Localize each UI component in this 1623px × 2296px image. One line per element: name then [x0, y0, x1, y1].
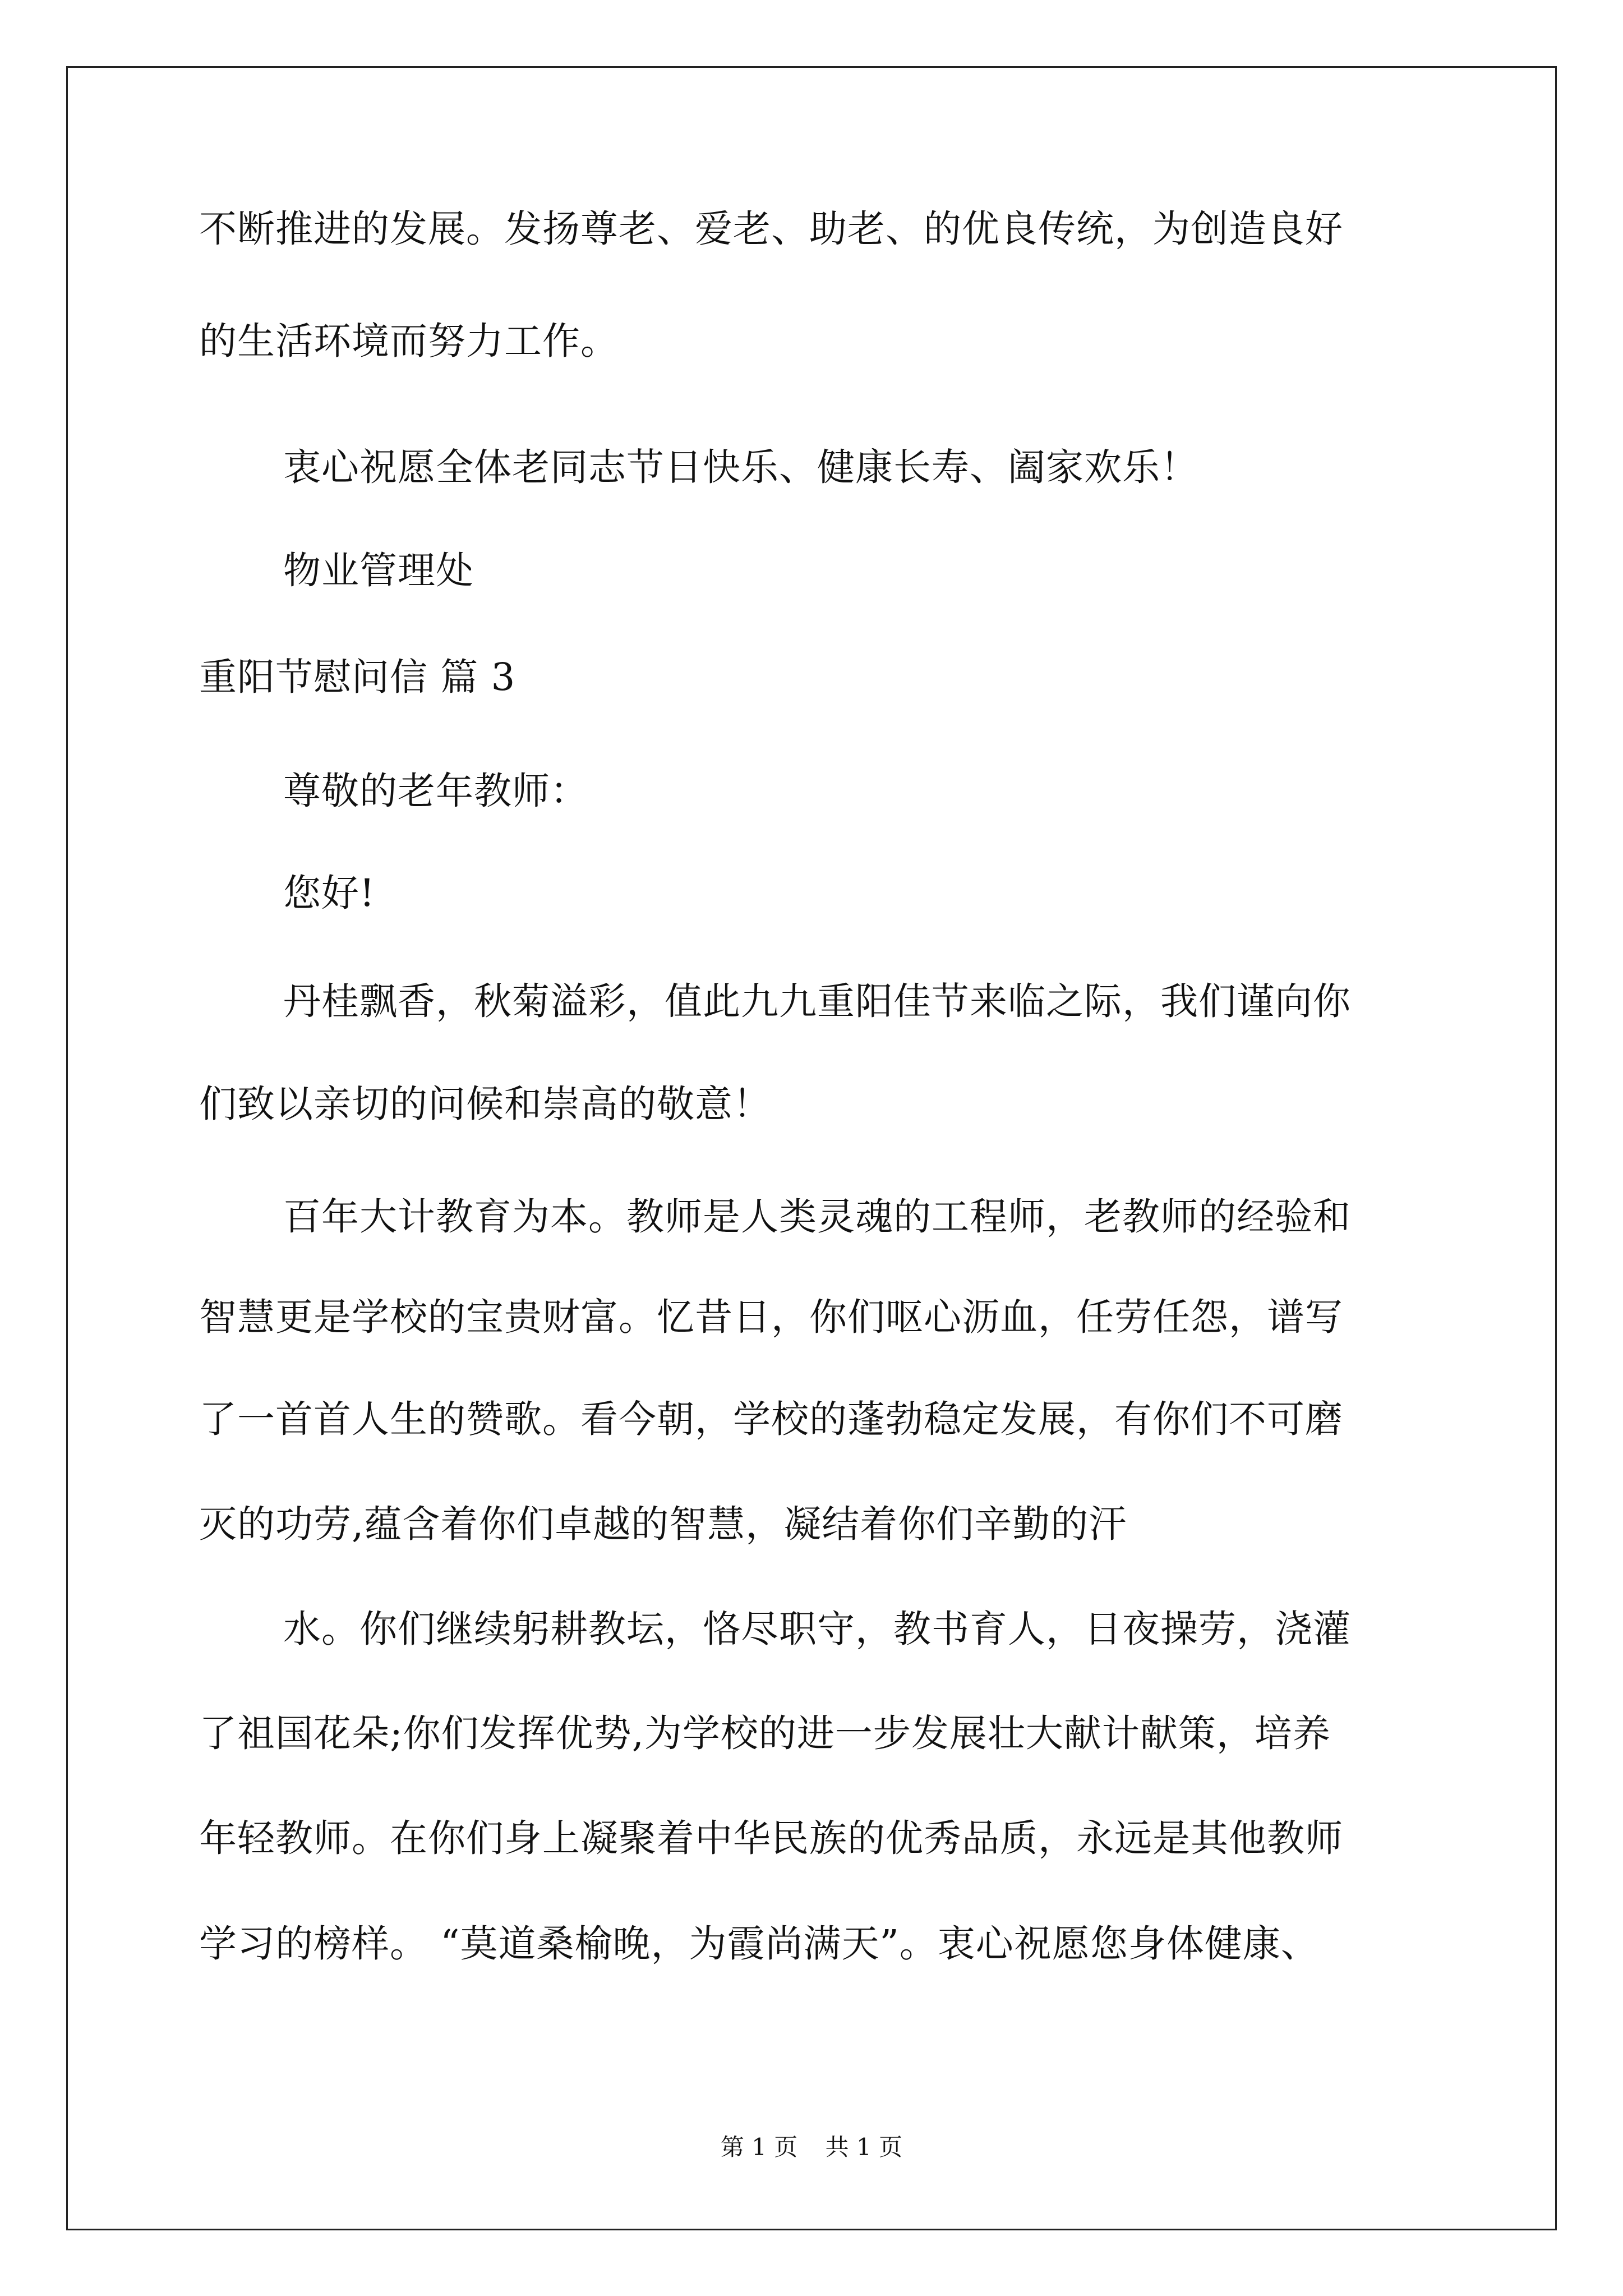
section-heading: 重阳节慰问信 篇 3 — [199, 655, 516, 699]
greeting: 您好! — [283, 871, 375, 915]
page-number: 第 1 页 — [720, 2133, 798, 2161]
text-line: 们致以亲切的问候和崇高的敬意！ — [199, 1082, 771, 1126]
text-line: 年轻教师。在你们身上凝聚着中华民族的优秀品质，永远是其他教师 — [199, 1816, 1343, 1860]
text-line: 智慧更是学校的宝贵财富。忆昔日，你们呕心沥血，任劳任怨，谱写 — [199, 1295, 1343, 1339]
text-line: 了一首首人生的赞歌。看今朝，学校的蓬勃稳定发展，有你们不可磨 — [199, 1397, 1343, 1441]
page-border — [66, 66, 1557, 2230]
page-footer — [0, 2131, 1623, 2164]
text-line: 丹桂飘香，秋菊溢彩，值此九九重阳佳节来临之际，我们谨向你 — [283, 979, 1351, 1023]
text-line: 水。你们继续躬耕教坛，恪尽职守，教书育人，日夜操劳，浇灌 — [283, 1607, 1351, 1651]
text-line: 不断推进的发展。发扬尊老、爱老、助老、的优良传统，为创造良好 — [199, 207, 1343, 251]
salutation: 尊敬的老年教师： — [283, 769, 588, 813]
text-line: 百年大计教育为本。教师是人类灵魂的工程师，老教师的经验和 — [283, 1195, 1351, 1239]
text-line: 衷心祝愿全体老同志节日快乐、健康长寿、阖家欢乐！ — [283, 445, 1198, 489]
text-line: 了祖国花朵;你们发挥优势,为学校的进一步发展壮大献计献策，培养 — [199, 1711, 1331, 1755]
text-line: 的生活环境而努力工作。 — [199, 319, 619, 363]
text-line: 学习的榜样。 “莫道桑榆晚，为霞尚满天”。衷心祝愿您身体健康、 — [199, 1922, 1319, 1966]
signature-line: 物业管理处 — [283, 549, 474, 592]
page-total: 共 1 页 — [825, 2133, 903, 2161]
text-line: 灭的功劳,蕴含着你们卓越的智慧，凝结着你们辛勤的汗 — [199, 1502, 1127, 1546]
